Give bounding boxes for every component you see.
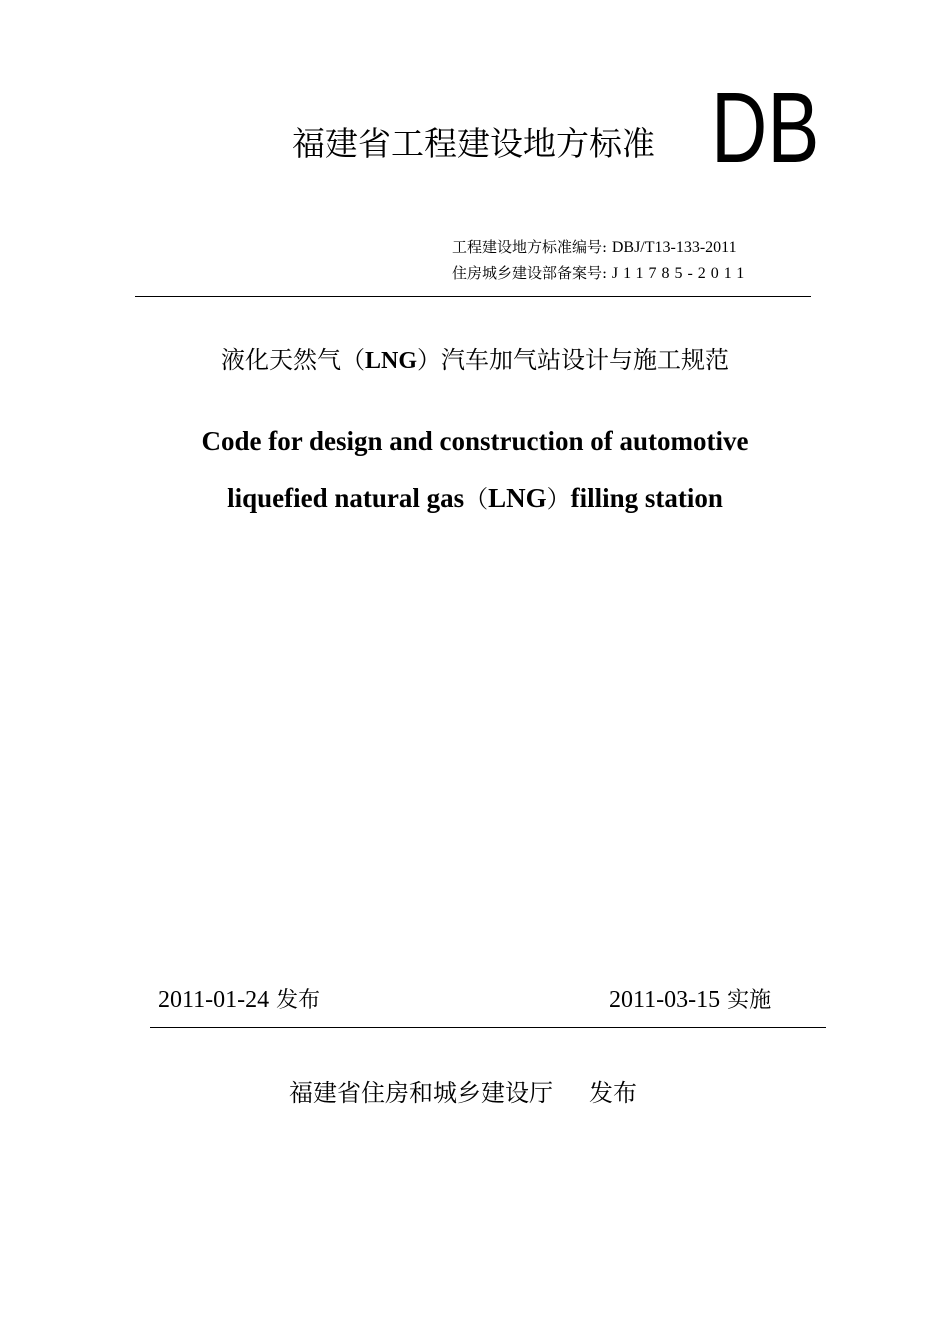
chinese-title-prefix: 液化天然气（ bbox=[220, 346, 365, 374]
publisher-name: 福建省住房和城乡建设厅 bbox=[289, 1079, 553, 1107]
english-title-line-2 bbox=[0, 479, 950, 514]
db-mark: DB bbox=[711, 72, 820, 184]
english-title-paren-open: （ bbox=[464, 485, 489, 513]
record-number-line bbox=[452, 262, 749, 283]
issue-date-value: 2011-01-24 bbox=[158, 987, 270, 1013]
implementation-date bbox=[609, 983, 771, 1014]
implementation-date-value: 2011-03-15 bbox=[609, 987, 721, 1013]
publisher-label: 发布 bbox=[589, 1079, 637, 1107]
standard-number-label: 工程建设地方标准编号: bbox=[452, 238, 608, 256]
english-title-abbr: LNG bbox=[488, 483, 547, 513]
publisher bbox=[289, 1073, 637, 1108]
standard-number-value: DBJ/T13-133-2011 bbox=[611, 239, 737, 256]
issue-date-label: 发布 bbox=[276, 988, 321, 1013]
english-title-line-1: Code for design and construction of automotive bbox=[201, 426, 749, 456]
header-divider bbox=[135, 296, 811, 297]
issue-date bbox=[158, 983, 320, 1014]
footer-divider bbox=[150, 1027, 826, 1028]
english-title-paren-close: ） bbox=[546, 485, 571, 513]
standard-category-title: 福建省工程建设地方标准 bbox=[292, 124, 655, 163]
english-title-line-2-suffix: filling station bbox=[570, 483, 723, 513]
record-number-value: J11785-2011 bbox=[611, 265, 750, 282]
chinese-title-suffix: ）汽车加气站设计与施工规范 bbox=[417, 346, 729, 374]
english-title-line-2-prefix: liquefied natural gas bbox=[227, 483, 465, 513]
record-number-label: 住房城乡建设部备案号: bbox=[452, 264, 608, 282]
chinese-title bbox=[0, 340, 950, 375]
chinese-title-abbr: LNG bbox=[364, 348, 417, 374]
implementation-date-label: 实施 bbox=[727, 988, 772, 1013]
standard-number-line bbox=[452, 236, 737, 257]
